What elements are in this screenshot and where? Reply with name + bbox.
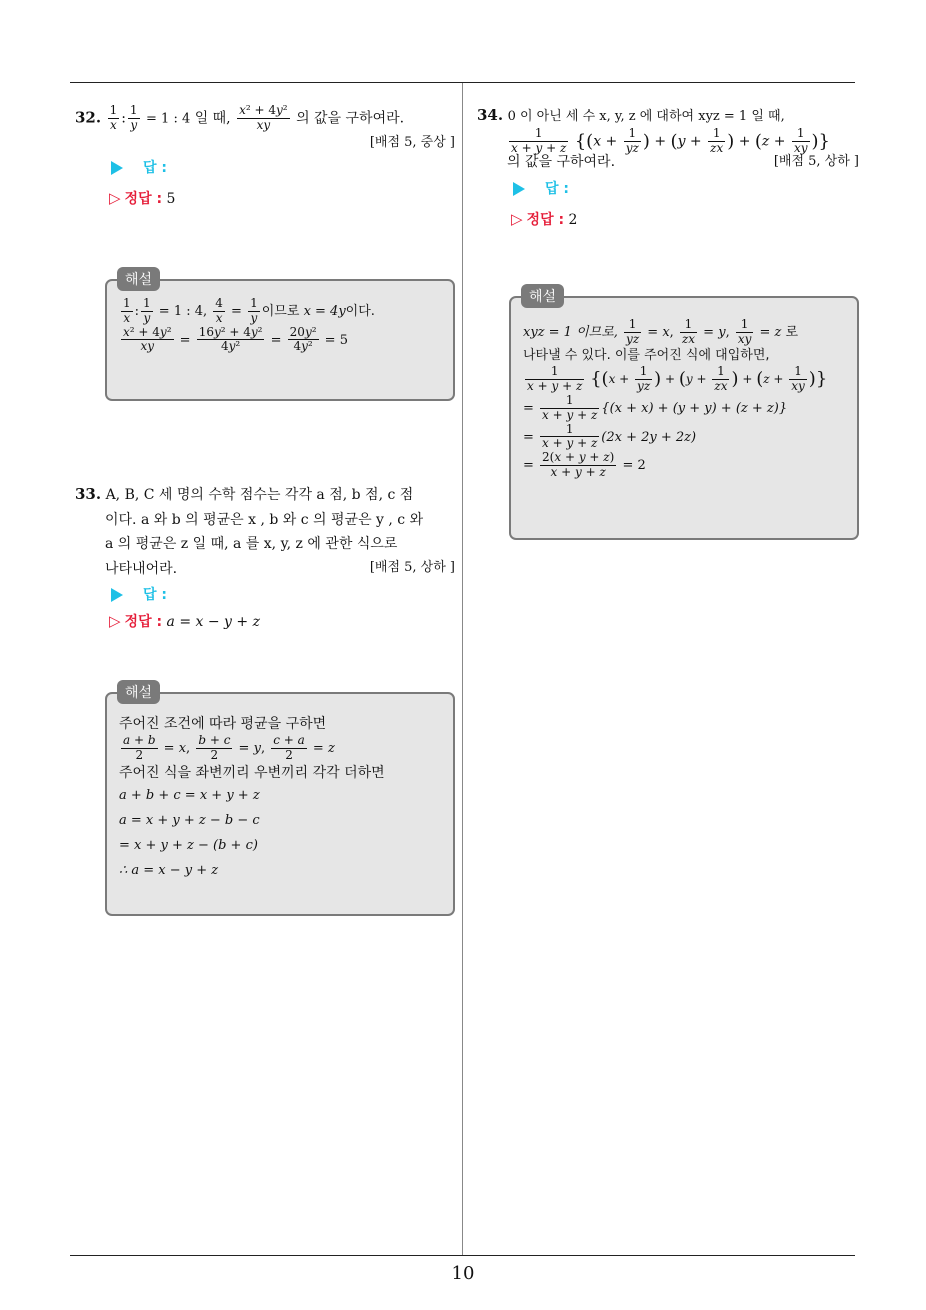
triangle-outline-icon: ▷ — [109, 611, 121, 630]
question-text: a 의 평균은 z 일 때, a 를 x, y, z 에 관한 식으로 — [105, 536, 398, 552]
answer-row — [513, 179, 859, 200]
solution-line: = $\frac{1}{x + y + z}$ {(x + x) + (y + y) + (z + z)} — [523, 393, 788, 422]
solution-line: $\frac{1}{x + y + z}$ {(x + $\frac{1}{yz}$ ) + (y + $\frac{1}{zx}$ ) + (z + $\frac{1}{xy}$ )} — [527, 364, 828, 394]
correct-label: 정답 : — [526, 211, 565, 228]
solution-text: 이므로 — [261, 303, 300, 319]
solution-text: 주어진 식을 좌변끼리 우변끼리 각각 더하면 — [119, 764, 385, 781]
question-number: 34. — [477, 106, 504, 124]
question-expression: $\frac{1}{x + y + z}$ {(x + $\frac{1}{yz}$ ) + (y + $\frac{1}{zx}$ ) + (z + $\frac{1}{xy}$ )} — [511, 126, 830, 155]
solution-step: a + b + c = x + y + z — [119, 788, 260, 804]
solution-line: $\frac{1}{x}$ : $\frac{1}{y}$ = 1 : 4, $\frac{4}{x}$ = $\frac{1}{y}$ 이므로 x = 4y이다. — [123, 296, 375, 325]
question-text: 이다. a 와 b 의 평균은 x , b 와 c 의 평균은 y , c 와 — [105, 511, 424, 528]
solution-text: 이다. — [345, 303, 375, 319]
bottom-rule — [70, 1255, 855, 1256]
question-33 — [75, 481, 455, 634]
answer-row — [111, 583, 455, 608]
solution-text: (2x + 2y + 2z) — [601, 429, 697, 445]
solution-tag: 해설 — [117, 267, 160, 291]
correct-answer-row — [109, 187, 455, 210]
question-number: 32. — [75, 108, 102, 127]
solution-text: xyz = 1 이므로, — [523, 324, 618, 340]
correct-answer-row — [511, 208, 859, 231]
solution-tag: 해설 — [117, 680, 160, 704]
solution-box-34 — [509, 289, 859, 540]
question-34 — [477, 104, 859, 231]
solution-step: a = x + y + z − b − c — [119, 813, 260, 829]
answer-label: 답 : — [143, 160, 167, 177]
solution-text: 주어진 조건에 따라 평균을 구하면 — [119, 716, 327, 732]
solution-line: = $\frac{2(x + y + z)}{x + y + z}$ = 2 — [523, 450, 646, 480]
correct-answer: 2 — [568, 211, 578, 228]
solution-text: x = 4y — [303, 303, 346, 319]
correct-answer-row — [109, 608, 455, 635]
answer-row — [111, 158, 455, 179]
triangle-icon — [111, 588, 123, 602]
correct-label: 정답 : — [124, 613, 163, 630]
triangle-outline-icon: ▷ — [109, 189, 121, 208]
solution-step: = x + y + z − (b + c) — [119, 837, 258, 853]
triangle-icon — [111, 161, 123, 175]
points: [배점 5, 상하 ] — [369, 559, 455, 575]
correct-label: 정답 : — [124, 191, 163, 208]
question-text: 나타내어라. — [105, 560, 178, 577]
solution-box-33 — [105, 685, 455, 916]
question-text: 의 값을 구하여라. — [507, 153, 616, 170]
solution-box-32 — [105, 272, 455, 401]
correct-answer: a = x − y + z — [166, 613, 260, 630]
solution-text: 로 — [785, 324, 799, 340]
solution-tag: 해설 — [521, 284, 564, 308]
answer-label: 답 : — [143, 587, 167, 603]
question-text: 일 때, — [194, 110, 231, 127]
solution-line: xyz = 1 이므로, $\frac{1}{yz}$ = x, $\frac{1}{zx}$ = y, $\frac{1}{xy}$ = z 로 — [523, 317, 799, 346]
solution-line: $\frac{a + b}{2}$ = x, $\frac{b + c}{2}$ = y, $\frac{c + a}{2}$ = z — [123, 733, 335, 763]
solution-text: {(x + x) + (y + y) + (z + z)} — [601, 400, 788, 416]
question-32 — [75, 104, 455, 210]
triangle-outline-icon: ▷ — [511, 209, 523, 228]
solution-text: 나타낼 수 있다. 이를 주어진 식에 대입하면, — [523, 347, 770, 363]
answer-label: 답 : — [545, 180, 569, 197]
solution-step: ∴ a = x − y + z — [119, 862, 219, 878]
question-32-stem: 32. $\frac{1}{x}$ : $\frac{1}{y}$ = 1 : 4 일 때, $\frac{\text{x² + 4y²}}{xy}$ 의 값을 구하여라. — [75, 103, 405, 132]
solution-text: = 5 — [324, 332, 348, 348]
question-text: 0 이 아닌 세 수 x, y, z 에 대하여 xyz = 1 일 때, — [507, 109, 785, 124]
points: [배점 5, 중상 ] — [369, 134, 455, 150]
triangle-icon — [513, 182, 525, 196]
ratio: = 1 : 4 — [146, 111, 191, 127]
points: [배점 5, 상하 ] — [773, 153, 859, 169]
column-divider — [462, 83, 463, 1255]
question-text: A, B, C 세 명의 수학 점수는 각각 a 점, b 점, c 점 — [105, 487, 414, 503]
question-number: 33. — [75, 485, 102, 503]
solution-line: = $\frac{1}{x + y + z}$ (2x + 2y + 2z) — [523, 421, 697, 451]
solution-line: $\frac{\text{x² + 4y²}}{xy}$ = $\frac{\text{16y² + 4y²}}{\text{4y²}}$ = $\frac{\text{20y²}}{\text{4y²}}$ = 5 — [123, 324, 348, 354]
solution-text: = 2 — [622, 458, 646, 474]
page-number: 10 — [451, 1263, 475, 1284]
question-text: 의 값을 구하여라. — [296, 110, 405, 127]
correct-answer: 5 — [166, 191, 176, 208]
